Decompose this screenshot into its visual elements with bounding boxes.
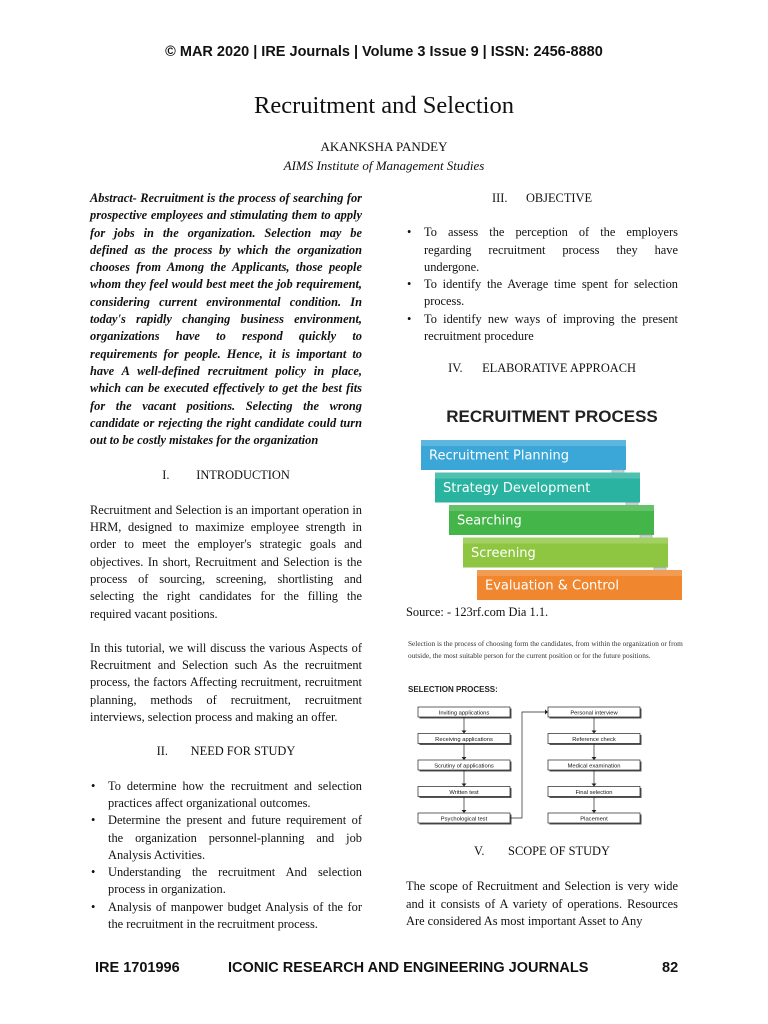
flow-step [418, 787, 512, 799]
right-column [406, 190, 678, 378]
abstract: Abstract- Recruitment is the process of searching for prospective employees and stimulating them to apply for jobs in the organization. Selection may be defined as the process by which the organization chooses from Among the Applicants, those people whom they feel would best meet the job requirement, considering current environmental condition. In today's rapidly changing business environment, organizations have to respond quickly to requirements for people. Hence, it is important to have A well-defined recruitment policy in place, which can be executed effectively to get the best fits for the vacant positions. Selecting the wrong candidate or rejecting the right candidate could turn out to be costly mistakes for the organization [90, 191, 362, 448]
step-label: Placement [580, 816, 608, 823]
recruitment-process-figure [406, 400, 698, 600]
left-column [90, 190, 362, 933]
figure-heading: RECRUITMENT PROCESS [446, 407, 658, 426]
step-highlight [477, 570, 682, 576]
scope-section [406, 843, 678, 930]
flow-step [548, 734, 642, 746]
page-number: 82 [662, 960, 679, 976]
section-number: V. [474, 844, 485, 858]
figure-source-caption: Source: - 123rf.com Dia 1.1. [406, 605, 549, 619]
list-item: • To assess the perception of the employers regarding recruitment process they have undergone. [406, 224, 678, 276]
flow-step [548, 787, 642, 799]
journal-header: © MAR 2020 | IRE Journals | Volume 3 Issue 9 | ISSN: 2456-8880 [165, 44, 603, 60]
arrowhead-icon [592, 731, 597, 734]
arrowhead-icon [545, 710, 548, 715]
selection-process-figure [406, 636, 706, 836]
step-label: Strategy Development [443, 481, 591, 496]
section-heading-need [90, 743, 362, 760]
intro-paragraph-1: Recruitment and Selection is an important operation in HRM, designed to maximize employee strength in order to meet the employer's strategic goals and objectives. In short, Recruitment and Selection is the process of sourcing, screening, shortlisting and selecting the right candidates for the filling the required vacant positions. [90, 502, 362, 621]
section-title: OBJECTIVE [525, 191, 593, 205]
objective-bullet-list [406, 224, 678, 345]
flow-step [418, 734, 512, 746]
step-label: Final selection [575, 789, 613, 796]
list-item: • To identify the Average time spent for selection process. [406, 276, 678, 311]
section-title: INTRODUCTION [196, 468, 290, 483]
step-label: Screening [471, 546, 536, 561]
selection-steps [418, 707, 642, 825]
section-number: IV. [448, 361, 463, 376]
arrowhead-icon [592, 810, 597, 813]
list-item: • Understanding the recruitment And selection process in organization. [90, 864, 362, 899]
list-item: • Determine the present and future requirement of the organization personnel-planning and job Analysis Activities. [90, 812, 362, 864]
section-title: ELABORATIVE APPROACH [482, 361, 636, 376]
step-label: Scrutiny of applications [434, 763, 494, 770]
selection-heading: SELECTION PROCESS: [408, 685, 498, 694]
step-highlight [421, 440, 626, 446]
arrowhead-icon [462, 784, 467, 787]
step-label: Reference check [572, 736, 616, 743]
step-highlight [449, 505, 654, 511]
footer-code: IRE 1701996 [95, 960, 180, 976]
section-heading-approach [406, 360, 678, 377]
section-title: NEED FOR STUDY [190, 744, 296, 759]
need-bullet-list [90, 778, 362, 934]
section-heading-objective [406, 190, 678, 207]
step-highlight [463, 538, 668, 544]
paper-title: Recruitment and Selection [254, 92, 514, 119]
step-highlight [435, 473, 640, 479]
arrowhead-icon [592, 784, 597, 787]
section-number: I. [162, 468, 170, 483]
section-title: SCOPE OF STUDY [508, 844, 610, 858]
section-number: III. [491, 191, 508, 205]
list-item: • To determine how the recruitment and selection practices affect organizational outcomes. [90, 778, 362, 813]
section-number: II. [156, 744, 169, 759]
figure-intro-line-2: outside, the most suitable person for the current position or for the future positions. [408, 651, 651, 660]
step-label: Inviting applications [438, 710, 490, 717]
arrowhead-icon [462, 810, 467, 813]
step-label: Evaluation & Control [485, 578, 619, 594]
flow-step [418, 707, 512, 719]
list-item: • To identify new ways of improving the present recruitment procedure [406, 311, 678, 346]
step-label: Psychological test [440, 816, 488, 823]
step-label: Searching [457, 513, 522, 529]
step-label: Medical examination [567, 763, 621, 770]
list-item: • Analysis of manpower budget Analysis of the for the recruitment in the recruitment process. [90, 899, 362, 934]
flow-step [418, 760, 512, 772]
footer-journal: ICONIC RESEARCH AND ENGINEERING JOURNALS [228, 960, 589, 976]
flow-step [548, 760, 642, 772]
process-step [477, 570, 682, 600]
flow-step [548, 707, 642, 719]
section-heading-introduction [90, 467, 362, 484]
flow-step [418, 813, 512, 825]
intro-paragraph-2: In this tutorial, we will discuss the various Aspects of Recruitment and Selection such As the recruitment process, the factors Affecting recruitment, recruitment planning, methods of recruitment, recruitment interviews, selection process and making an offer. [90, 640, 362, 725]
paper-affiliation: AIMS Institute of Management Studies [283, 158, 485, 173]
figure-intro-line-1: Selection is the process of choosing form the candidates, from within the organization or from [408, 639, 683, 648]
arrowhead-icon [462, 757, 467, 760]
arrowhead-icon [462, 731, 467, 734]
step-label: Receiving applications [435, 736, 493, 743]
connector-line [510, 712, 545, 818]
section-heading-scope [406, 843, 678, 860]
flow-step [548, 813, 642, 825]
scope-paragraph: The scope of Recruitment and Selection is very wide and it consists of A variety of operations. Resources Are considered As most important Asset to Any [406, 879, 678, 928]
step-label: Recruitment Planning [429, 448, 570, 464]
paper-author: AKANKSHA PANDEY [320, 139, 448, 154]
arrowhead-icon [592, 757, 597, 760]
step-label: Written test [449, 789, 479, 796]
step-label: Personal interview [570, 710, 618, 717]
